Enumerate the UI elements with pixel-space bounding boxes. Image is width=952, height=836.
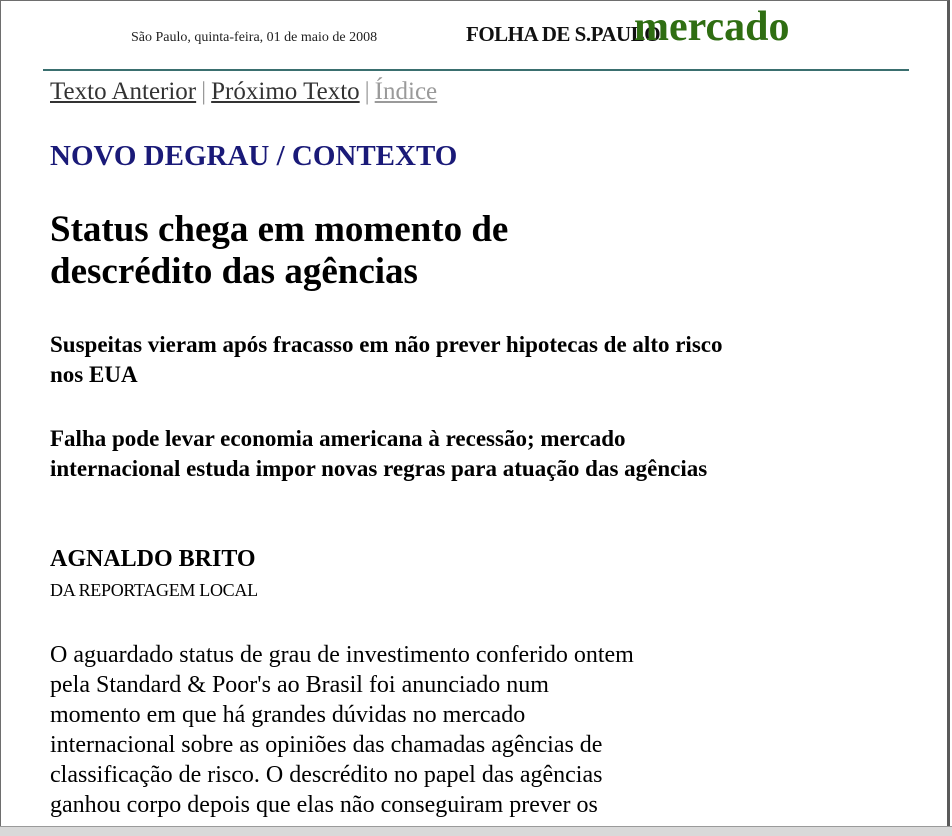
author-desk: DA REPORTAGEM LOCAL: [50, 580, 258, 600]
section-title: mercado: [634, 4, 790, 50]
body-line: internacional sobre as opiniões das chamadas agências de: [50, 732, 603, 758]
body-line: O aguardado status de grau de investimento conferido ontem: [50, 642, 634, 668]
masthead-rule: [43, 69, 909, 71]
article-body: [50, 640, 750, 820]
body-line: momento em que há grandes dúvidas no mercado: [50, 702, 526, 728]
body-line: pela Standard & Poor's ao Brasil foi anunciado num: [50, 672, 549, 698]
next-text-link[interactable]: Próximo Texto: [211, 78, 360, 105]
previous-text-link[interactable]: Texto Anterior: [50, 78, 197, 105]
index-link[interactable]: Índice: [374, 78, 438, 105]
article-subhead: Falha pode levar economia americana à recessão; mercado internacional estuda impor novas regras para atuação das agências: [50, 426, 708, 481]
article-kicker: NOVO DEGRAU / CONTEXTO: [50, 140, 458, 172]
article-subhead: Suspeitas vieram após fracasso em não prever hipotecas de alto risco nos EUA: [50, 332, 723, 387]
article-headline: Status chega em momento de descrédito das agências: [50, 209, 509, 292]
dateline: São Paulo, quinta-feira, 01 de maio de 2008: [131, 30, 378, 45]
nav-separator: |: [364, 78, 370, 105]
article-nav: [50, 78, 437, 106]
author-name: AGNALDO BRITO: [50, 546, 256, 572]
body-line: ganhou corpo depois que elas não conseguiram prever os: [50, 792, 598, 818]
nav-separator: |: [201, 78, 207, 105]
body-line: classificação de risco. O descrédito no papel das agências: [50, 762, 603, 788]
newspaper-logo: FOLHA DE S.PAULO: [466, 22, 661, 46]
